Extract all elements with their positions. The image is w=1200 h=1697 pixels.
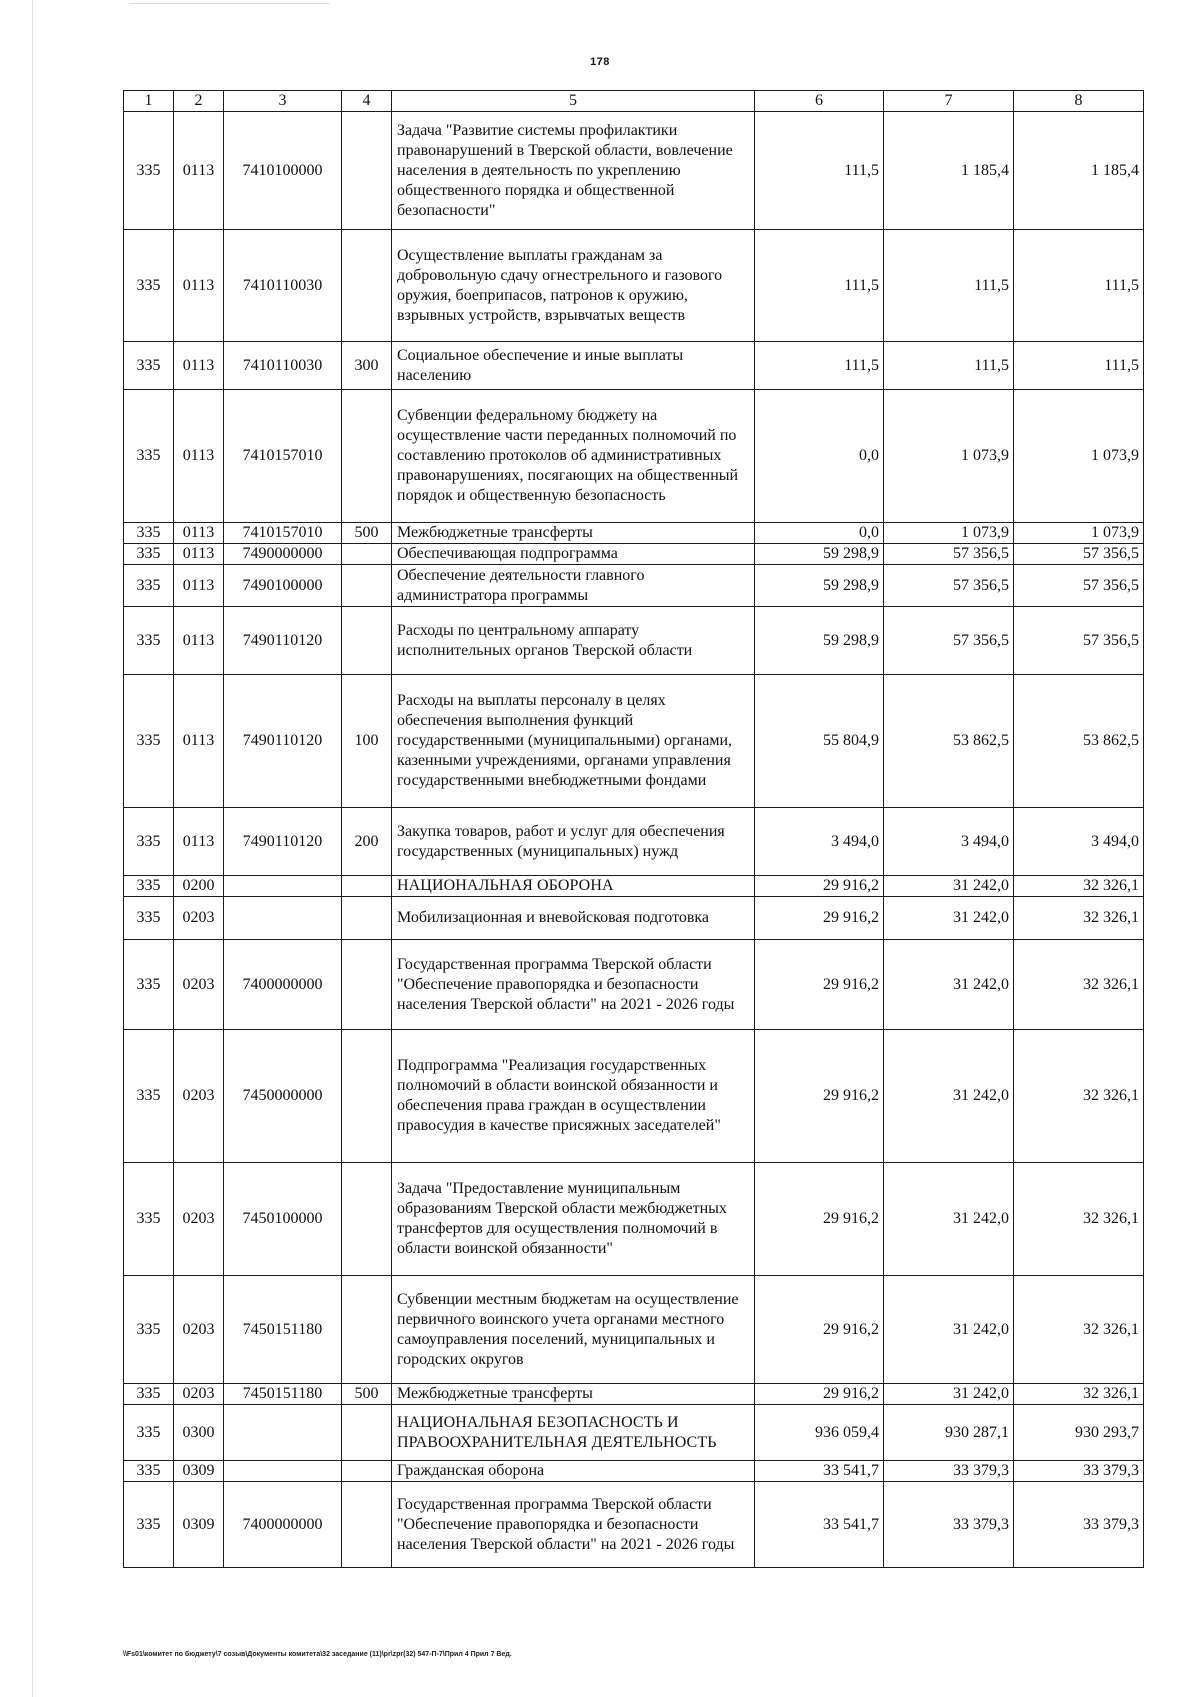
cell-ministry: 335 (124, 342, 174, 390)
cell-expense-type (342, 565, 392, 607)
cell-expense-type (342, 876, 392, 897)
table-row (124, 230, 1144, 342)
table-row (124, 112, 1144, 230)
cell-amount-col8: 57 356,5 (1014, 565, 1144, 607)
cell-target-article (224, 876, 342, 897)
table-row (124, 876, 1144, 897)
cell-ministry: 335 (124, 544, 174, 565)
cell-target-article: 7410110030 (224, 342, 342, 390)
cell-target-article (224, 1461, 342, 1482)
cell-section: 0309 (174, 1461, 224, 1482)
cell-section: 0113 (174, 230, 224, 342)
cell-amount-col6: 111,5 (755, 112, 884, 230)
cell-amount-col6: 29 916,2 (755, 876, 884, 897)
cell-expense-type (342, 940, 392, 1030)
cell-expense-type (342, 1461, 392, 1482)
cell-amount-col6: 59 298,9 (755, 565, 884, 607)
cell-amount-col6: 33 541,7 (755, 1482, 884, 1568)
cell-section: 0300 (174, 1405, 224, 1461)
cell-section: 0113 (174, 523, 224, 544)
column-header: 3 (224, 91, 342, 112)
cell-target-article: 7490110120 (224, 808, 342, 876)
cell-amount-col7: 53 862,5 (884, 675, 1014, 808)
page-number: 178 (590, 56, 610, 68)
table-row (124, 607, 1144, 675)
cell-amount-col6: 29 916,2 (755, 897, 884, 940)
cell-amount-col8: 1 073,9 (1014, 523, 1144, 544)
cell-section: 0113 (174, 544, 224, 565)
cell-ministry: 335 (124, 808, 174, 876)
column-header: 4 (342, 91, 392, 112)
cell-description: НАЦИОНАЛЬНАЯ ОБОРОНА (392, 876, 755, 897)
cell-amount-col7: 111,5 (884, 342, 1014, 390)
cell-target-article: 7410157010 (224, 523, 342, 544)
cell-amount-col7: 33 379,3 (884, 1482, 1014, 1568)
cell-amount-col8: 53 862,5 (1014, 675, 1144, 808)
cell-ministry: 335 (124, 112, 174, 230)
cell-amount-col7: 1 185,4 (884, 112, 1014, 230)
cell-amount-col6: 29 916,2 (755, 940, 884, 1030)
cell-amount-col8: 111,5 (1014, 230, 1144, 342)
cell-description: Задача "Развитие системы профилактики правонарушений в Тверской области, вовлечение населения в деятельность по укреплению общественного порядка и общественной безопасности" (392, 112, 755, 230)
cell-ministry: 335 (124, 1482, 174, 1568)
cell-amount-col7: 31 242,0 (884, 876, 1014, 897)
cell-amount-col6: 29 916,2 (755, 1163, 884, 1276)
cell-target-article: 7490100000 (224, 565, 342, 607)
cell-target-article: 7450151180 (224, 1276, 342, 1384)
cell-description: Закупка товаров, работ и услуг для обеспечения государственных (муниципальных) нужд (392, 808, 755, 876)
column-header: 8 (1014, 91, 1144, 112)
table-row (124, 1482, 1144, 1568)
cell-amount-col7: 31 242,0 (884, 1276, 1014, 1384)
cell-amount-col8: 1 185,4 (1014, 112, 1144, 230)
cell-amount-col6: 936 059,4 (755, 1405, 884, 1461)
cell-amount-col6: 59 298,9 (755, 607, 884, 675)
budget-table-container (123, 90, 1143, 1568)
table-row (124, 1405, 1144, 1461)
table-row (124, 1030, 1144, 1163)
cell-amount-col8: 57 356,5 (1014, 544, 1144, 565)
cell-section: 0113 (174, 112, 224, 230)
cell-section: 0200 (174, 876, 224, 897)
cell-ministry: 335 (124, 1384, 174, 1405)
cell-amount-col6: 3 494,0 (755, 808, 884, 876)
cell-amount-col6: 0,0 (755, 523, 884, 544)
table-row (124, 1461, 1144, 1482)
cell-amount-col7: 57 356,5 (884, 565, 1014, 607)
table-row (124, 565, 1144, 607)
cell-section: 0113 (174, 808, 224, 876)
cell-section: 0203 (174, 1276, 224, 1384)
cell-ministry: 335 (124, 897, 174, 940)
cell-amount-col7: 31 242,0 (884, 940, 1014, 1030)
scan-top-line (130, 3, 330, 4)
table-row (124, 1276, 1144, 1384)
cell-description: Гражданская оборона (392, 1461, 755, 1482)
cell-amount-col8: 33 379,3 (1014, 1482, 1144, 1568)
cell-description: Расходы по центральному аппарату исполнительных органов Тверской области (392, 607, 755, 675)
cell-expense-type (342, 544, 392, 565)
cell-expense-type: 300 (342, 342, 392, 390)
cell-ministry: 335 (124, 1461, 174, 1482)
cell-description: Расходы на выплаты персоналу в целях обеспечения выполнения функций государственными (муниципальными) органами, казенными учреждениями, органами управления государственными внебюджетными фондами (392, 675, 755, 808)
budget-table (123, 90, 1144, 1568)
column-header: 7 (884, 91, 1014, 112)
cell-amount-col7: 3 494,0 (884, 808, 1014, 876)
cell-amount-col7: 31 242,0 (884, 1384, 1014, 1405)
cell-amount-col8: 32 326,1 (1014, 1163, 1144, 1276)
cell-description: Обеспечение деятельности главного администратора программы (392, 565, 755, 607)
table-row (124, 523, 1144, 544)
cell-amount-col6: 33 541,7 (755, 1461, 884, 1482)
scan-edge-line (32, 0, 33, 1697)
cell-amount-col8: 57 356,5 (1014, 607, 1144, 675)
column-header: 5 (392, 91, 755, 112)
cell-expense-type: 200 (342, 808, 392, 876)
cell-section: 0113 (174, 565, 224, 607)
table-row (124, 1384, 1144, 1405)
cell-description: НАЦИОНАЛЬНАЯ БЕЗОПАСНОСТЬ И ПРАВООХРАНИТЕЛЬНАЯ ДЕЯТЕЛЬНОСТЬ (392, 1405, 755, 1461)
cell-target-article: 7400000000 (224, 1482, 342, 1568)
cell-expense-type: 500 (342, 523, 392, 544)
cell-target-article (224, 1405, 342, 1461)
cell-target-article: 7400000000 (224, 940, 342, 1030)
cell-description: Государственная программа Тверской области "Обеспечение правопорядка и безопасности населения Тверской области" на 2021 - 2026 годы (392, 1482, 755, 1568)
cell-description: Субвенции местным бюджетам на осуществление первичного воинского учета органами местного самоуправления поселений, муниципальных и городских округов (392, 1276, 755, 1384)
table-header-row (124, 91, 1144, 112)
cell-target-article: 7490000000 (224, 544, 342, 565)
cell-amount-col7: 31 242,0 (884, 1163, 1014, 1276)
cell-amount-col8: 32 326,1 (1014, 1384, 1144, 1405)
cell-ministry: 335 (124, 607, 174, 675)
cell-target-article: 7410100000 (224, 112, 342, 230)
cell-target-article: 7490110120 (224, 675, 342, 808)
cell-description: Обеспечивающая подпрограмма (392, 544, 755, 565)
cell-amount-col8: 3 494,0 (1014, 808, 1144, 876)
cell-expense-type (342, 607, 392, 675)
cell-amount-col8: 930 293,7 (1014, 1405, 1144, 1461)
cell-description: Межбюджетные трансферты (392, 523, 755, 544)
cell-amount-col6: 59 298,9 (755, 544, 884, 565)
footer-file-path: \\Fs01\комитет по бюджету\7 созыв\Документы комитета\32 заседание (11)\pr\zpr(32) 547-П-7\Прил 4 Прил 7 Вед. (123, 1651, 512, 1658)
cell-ministry: 335 (124, 876, 174, 897)
cell-expense-type: 100 (342, 675, 392, 808)
cell-amount-col7: 57 356,5 (884, 544, 1014, 565)
cell-amount-col8: 1 073,9 (1014, 390, 1144, 523)
cell-description: Мобилизационная и вневойсковая подготовка (392, 897, 755, 940)
cell-expense-type (342, 1163, 392, 1276)
cell-description: Задача "Предоставление муниципальным образованиям Тверской области межбюджетных трансфертов для осуществления полномочий в области воинской обязанности" (392, 1163, 755, 1276)
cell-section: 0203 (174, 1384, 224, 1405)
cell-amount-col6: 111,5 (755, 230, 884, 342)
column-header: 6 (755, 91, 884, 112)
cell-amount-col8: 32 326,1 (1014, 940, 1144, 1030)
cell-ministry: 335 (124, 1405, 174, 1461)
column-header: 1 (124, 91, 174, 112)
cell-amount-col7: 930 287,1 (884, 1405, 1014, 1461)
cell-ministry: 335 (124, 1030, 174, 1163)
cell-amount-col8: 111,5 (1014, 342, 1144, 390)
cell-description: Социальное обеспечение и иные выплаты населению (392, 342, 755, 390)
cell-amount-col7: 1 073,9 (884, 390, 1014, 523)
cell-amount-col8: 32 326,1 (1014, 1276, 1144, 1384)
table-row (124, 940, 1144, 1030)
cell-target-article: 7410157010 (224, 390, 342, 523)
cell-ministry: 335 (124, 1276, 174, 1384)
cell-expense-type (342, 1276, 392, 1384)
cell-section: 0203 (174, 1163, 224, 1276)
table-row (124, 675, 1144, 808)
cell-amount-col7: 111,5 (884, 230, 1014, 342)
cell-amount-col7: 31 242,0 (884, 897, 1014, 940)
cell-expense-type (342, 897, 392, 940)
cell-amount-col8: 32 326,1 (1014, 897, 1144, 940)
cell-expense-type (342, 1482, 392, 1568)
cell-amount-col8: 32 326,1 (1014, 876, 1144, 897)
table-row (124, 1163, 1144, 1276)
cell-target-article (224, 897, 342, 940)
cell-ministry: 335 (124, 230, 174, 342)
cell-amount-col7: 1 073,9 (884, 523, 1014, 544)
cell-amount-col7: 31 242,0 (884, 1030, 1014, 1163)
cell-section: 0113 (174, 675, 224, 808)
cell-ministry: 335 (124, 940, 174, 1030)
cell-expense-type (342, 112, 392, 230)
cell-section: 0113 (174, 390, 224, 523)
cell-section: 0309 (174, 1482, 224, 1568)
cell-target-article: 7450100000 (224, 1163, 342, 1276)
table-row (124, 342, 1144, 390)
table-row (124, 808, 1144, 876)
cell-description: Межбюджетные трансферты (392, 1384, 755, 1405)
cell-ministry: 335 (124, 523, 174, 544)
cell-target-article: 7450000000 (224, 1030, 342, 1163)
cell-amount-col6: 111,5 (755, 342, 884, 390)
cell-section: 0203 (174, 1030, 224, 1163)
cell-description: Осуществление выплаты гражданам за добровольную сдачу огнестрельного и газового оружия, боеприпасов, патронов к оружию, взрывных устройств, взрывчатых веществ (392, 230, 755, 342)
cell-section: 0113 (174, 342, 224, 390)
cell-section: 0113 (174, 607, 224, 675)
cell-expense-type (342, 1030, 392, 1163)
cell-amount-col6: 29 916,2 (755, 1276, 884, 1384)
cell-amount-col6: 29 916,2 (755, 1030, 884, 1163)
cell-ministry: 335 (124, 565, 174, 607)
cell-section: 0203 (174, 940, 224, 1030)
cell-expense-type: 500 (342, 1384, 392, 1405)
cell-target-article: 7410110030 (224, 230, 342, 342)
cell-section: 0203 (174, 897, 224, 940)
cell-expense-type (342, 1405, 392, 1461)
column-header: 2 (174, 91, 224, 112)
cell-amount-col7: 57 356,5 (884, 607, 1014, 675)
cell-amount-col6: 0,0 (755, 390, 884, 523)
cell-target-article: 7450151180 (224, 1384, 342, 1405)
cell-amount-col7: 33 379,3 (884, 1461, 1014, 1482)
cell-amount-col6: 29 916,2 (755, 1384, 884, 1405)
cell-description: Государственная программа Тверской области "Обеспечение правопорядка и безопасности населения Тверской области" на 2021 - 2026 годы (392, 940, 755, 1030)
table-row (124, 897, 1144, 940)
cell-description: Подпрограмма "Реализация государственных полномочий в области воинской обязанности и обеспечения права граждан в осуществлении правосудия в качестве присяжных заседателей" (392, 1030, 755, 1163)
cell-amount-col8: 32 326,1 (1014, 1030, 1144, 1163)
cell-target-article: 7490110120 (224, 607, 342, 675)
table-row (124, 544, 1144, 565)
cell-expense-type (342, 390, 392, 523)
cell-amount-col6: 55 804,9 (755, 675, 884, 808)
cell-amount-col8: 33 379,3 (1014, 1461, 1144, 1482)
cell-ministry: 335 (124, 1163, 174, 1276)
cell-ministry: 335 (124, 675, 174, 808)
table-row (124, 390, 1144, 523)
cell-description: Субвенции федеральному бюджету на осуществление части переданных полномочий по составлению протоколов об административных правонарушениях, посягающих на общественный порядок и общественную безопасность (392, 390, 755, 523)
cell-expense-type (342, 230, 392, 342)
cell-ministry: 335 (124, 390, 174, 523)
